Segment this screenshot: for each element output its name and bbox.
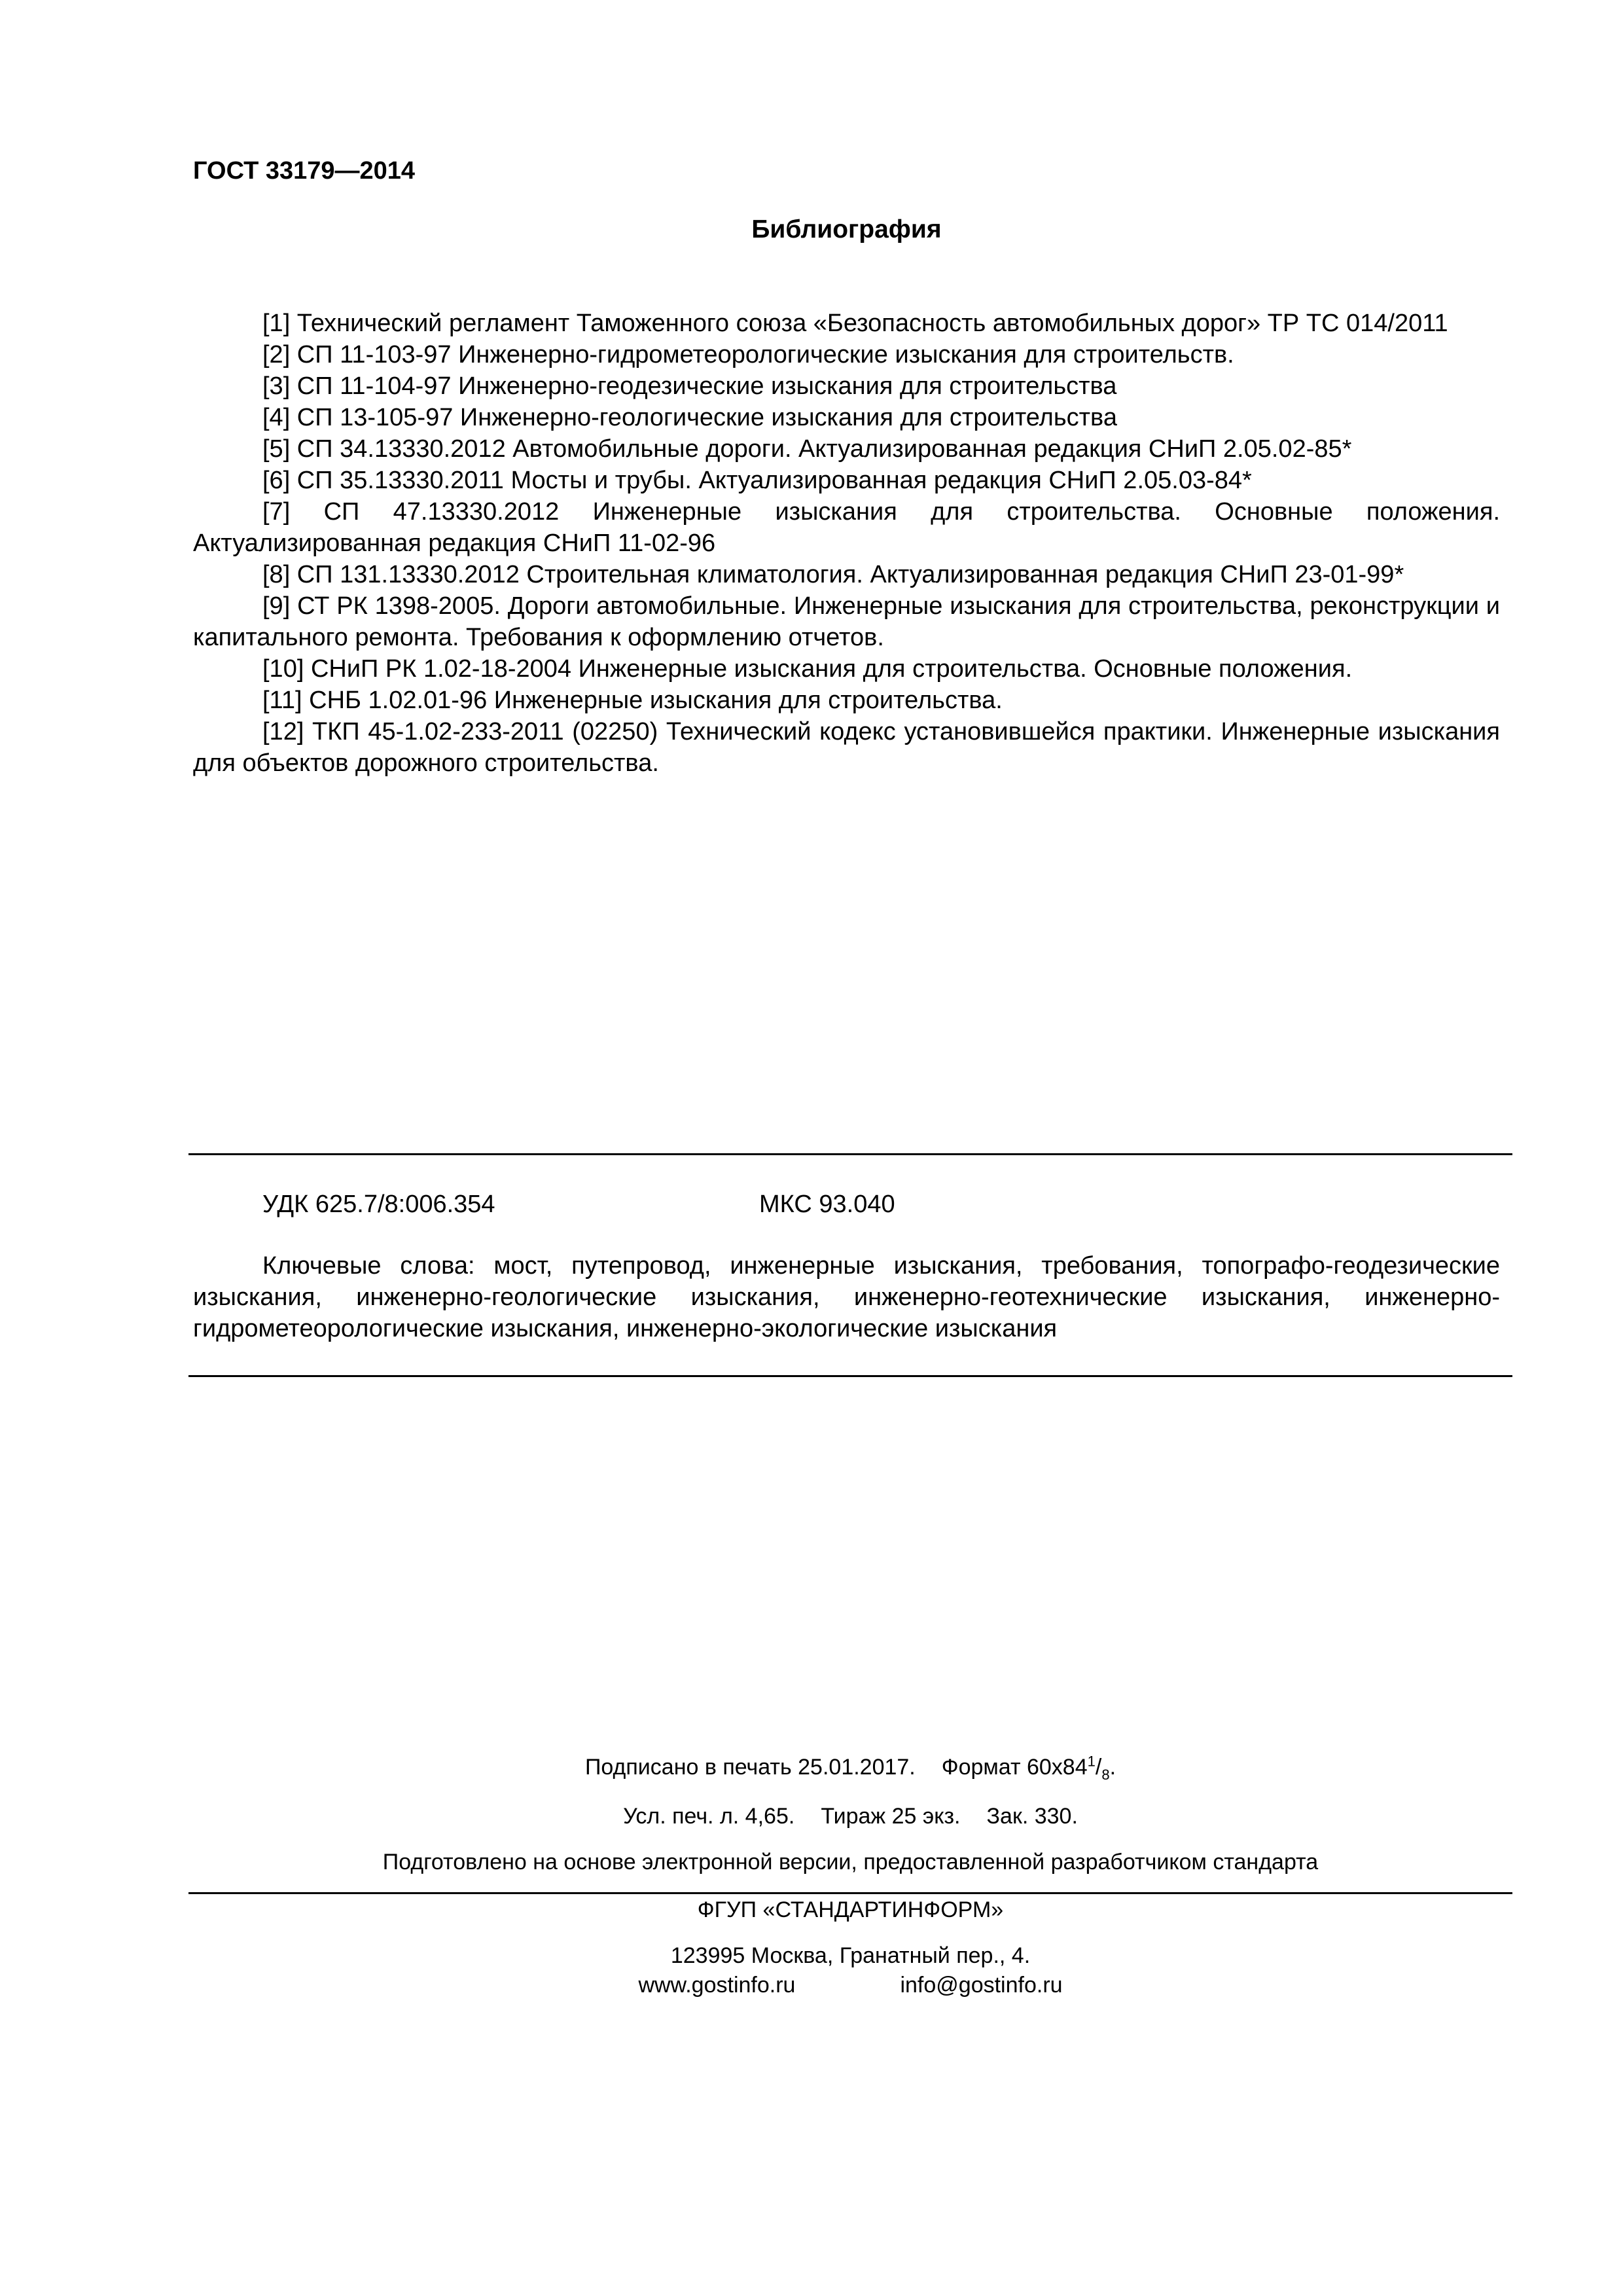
imprint-format-sub: 8 <box>1101 1766 1110 1783</box>
keywords-paragraph: Ключевые слова: мост, путепровод, инженерные изыскания, требования, топографо-геодезические изыскания, инженерно-геологические изыскания, инженерно-геотехнические изыскания, инженерно-гидрометеорологические изыскания, инженерно-экологические изыскания <box>193 1252 1500 1342</box>
imprint-contacts <box>188 1970 1512 2000</box>
bibliography-item-12: [12] ТКП 45-1.02-233-2011 (02250) Технический кодекс установившейся практики. Инженерные изыскания для объектов дорожного строительства. <box>193 718 1500 777</box>
imprint-format-sep: / <box>1095 1755 1102 1780</box>
keywords-bottom-divider <box>188 1375 1512 1377</box>
udk-code: УДК 625.7/8:006.354 <box>262 1191 495 1218</box>
imprint-print-details <box>188 1801 1512 1831</box>
document-code: ГОСТ 33179—2014 <box>193 157 416 185</box>
bibliography-item-3: [3] СП 11-104-97 Инженерно-геодезические изыскания для строительства <box>262 372 1117 400</box>
bibliography-item-10: [10] СНиП РК 1.02-18-2004 Инженерные изыскания для строительства. Основные положения. <box>262 655 1353 683</box>
imprint-format <box>941 1753 1116 1783</box>
classification-top-divider <box>188 1153 1512 1155</box>
bibliography-item-5: [5] СП 34.13330.2012 Автомобильные дороги. Актуализированная редакция СНиП 2.05.02-85* <box>262 435 1352 463</box>
bibliography-item-2: [2] СП 11-103-97 Инженерно-гидрометеорологические изыскания для строительств. <box>262 341 1234 368</box>
imprint-sheets: Усл. печ. л. 4,65. <box>623 1804 795 1829</box>
bibliography-list <box>193 308 1500 779</box>
imprint-signed: Подписано в печать 25.01.2017. <box>584 1755 916 1780</box>
imprint-circulation: Тираж 25 экз. <box>821 1804 961 1829</box>
bibliography-item-6: [6] СП 35.13330.2011 Мосты и трубы. Актуализированная редакция СНиП 2.05.03-84* <box>262 467 1252 494</box>
imprint-format-end: . <box>1109 1755 1116 1780</box>
bibliography-item-8: [8] СП 131.13330.2012 Строительная климатология. Актуализированная редакция СНиП 23-01-99* <box>262 561 1404 588</box>
mks-code: МКС 93.040 <box>759 1191 895 1218</box>
bibliography-item-7: [7] СП 47.13330.2012 Инженерные изыскания для строительства. Основные положения. Актуализированная редакция СНиП 11-02-96 <box>193 498 1500 557</box>
imprint-email-link[interactable]: info@gostinfo.ru <box>900 1973 1063 1998</box>
imprint-website-link[interactable]: www.gostinfo.ru <box>638 1973 796 1998</box>
bibliography-item-11: [11] СНБ 1.02.01-96 Инженерные изыскания для строительства. <box>262 687 1003 714</box>
imprint-prepared-note: Подготовлено на основе электронной версии, предоставленной разработчиком стандарта <box>382 1850 1319 1874</box>
bibliography-item-4: [4] СП 13-105-97 Инженерно-геологические изыскания для строительства <box>262 404 1117 431</box>
bibliography-item-9: [9] СТ РК 1398-2005. Дороги автомобильные. Инженерные изыскания для строительства, реконструкции и капитального ремонта. Требования к оформлению отчетов. <box>193 592 1500 651</box>
imprint-publisher: ФГУП «СТАНДАРТИНФОРМ» <box>697 1897 1004 1922</box>
imprint-divider <box>188 1892 1512 1894</box>
bibliography-title: Библиография <box>751 215 942 243</box>
imprint-signed-format <box>188 1752 1512 1782</box>
bibliography-item-1: [1] Технический регламент Таможенного союза «Безопасность автомобильных дорог» ТР ТС 014/2011 <box>262 310 1448 337</box>
imprint-order: Зак. 330. <box>986 1804 1078 1829</box>
imprint-format-label: Формат 60x84 <box>941 1755 1088 1780</box>
imprint-address: 123995 Москва, Гранатный пер., 4. <box>670 1943 1031 1968</box>
imprint-format-sup: 1 <box>1087 1753 1096 1770</box>
